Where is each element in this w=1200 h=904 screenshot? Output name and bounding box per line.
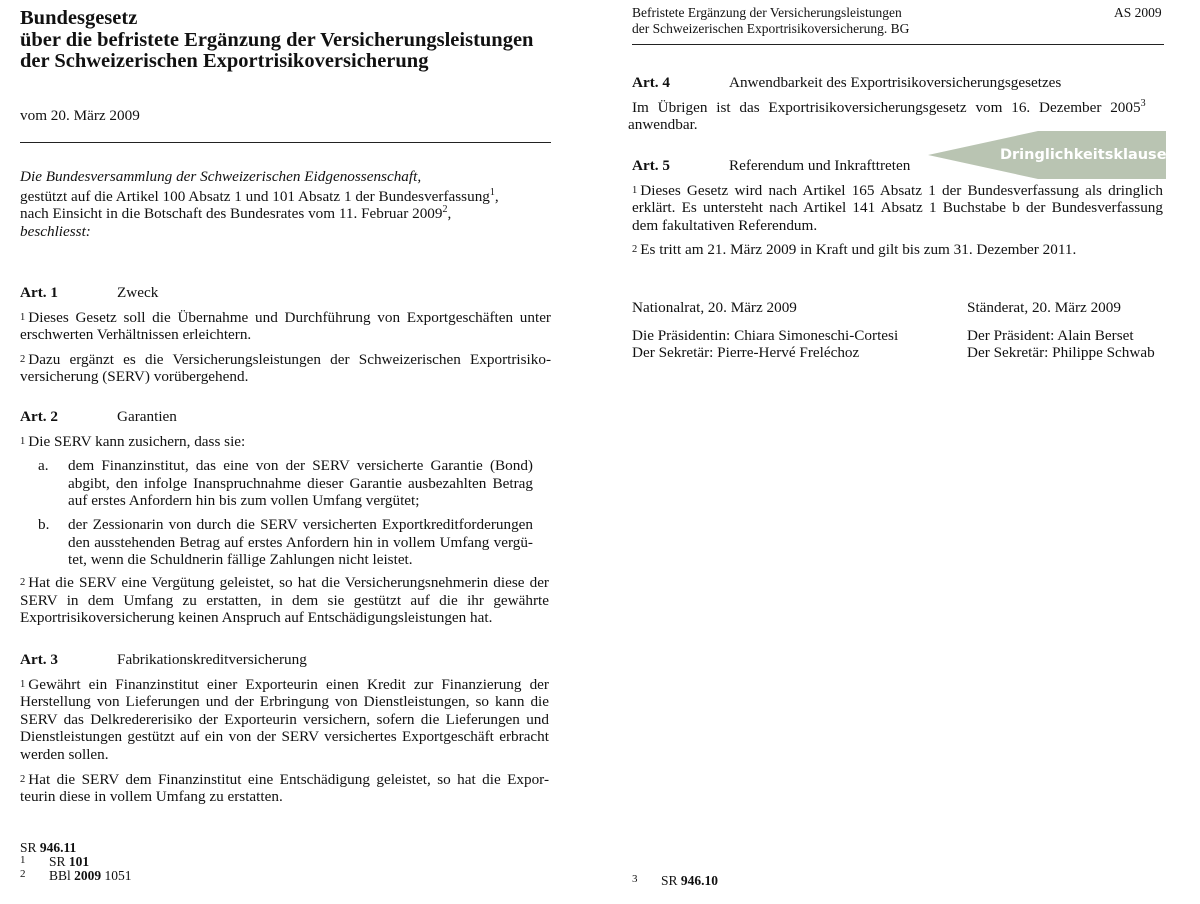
item-text: dem Finanzinstitut, das eine von der SERV versicherte Garantie (Bond) abgibt, den infolge Inanspruchnahme dieser Garantie ausbezahlten Betrag auf erstes Anfordern hin bis zum vollen Umfang vergütet; [68,457,533,510]
preamble-insight: nach Einsicht in die Botschaft des Bundesrates vom 11. Februar 2009$^2$, [20,204,452,223]
preamble-basis: gestützt auf die Artikel 100 Absatz 1 und 101 Absatz 1 der Bundesverfassung$^1$, [20,186,499,205]
header-volume: AS 2009 [1114,5,1162,20]
header-rule [632,44,1164,45]
preamble [20,168,551,240]
article-3 [20,651,549,806]
footnote-ref-3[interactable]: 3 [1140,97,1146,109]
footnote-1: 1 SR 101 [20,854,90,869]
law-title [20,8,580,73]
article-2-title: Garantien [117,408,177,425]
signature-president-right: Der Präsident: Alain Berset [967,326,1134,344]
article-5-number: Art. 5 [632,157,670,174]
callout-label: Dringlichkeitsklausel [1000,147,1172,163]
item-letter: b. [38,516,50,533]
article-1-para-1: $^1$ Dieses Gesetz soll die Übernahme und Durchführung von Exportgeschäften unter erschwerten Verhältnissen erleichtern. [20,308,551,344]
article-4 [628,74,1163,134]
article-2-para-1: $^1$ Die SERV kann zusichern, dass sie: [20,432,246,450]
title-rule [20,142,551,143]
title-line-1: Bundesgesetz [20,7,138,29]
article-2-para-2: $^2$ Hat die SERV eine Vergütung geleistet, so hat die Versicherungsnehmerin diese der SERV in dem Umfang zu erstatten, in dem sie gestützt auf die ihr gewährte Exportrisikoversicherung keinen Anspruch auf Entschädigungsleistungen hat. [20,574,549,627]
article-4-number: Art. 4 [632,74,670,91]
signature-nationalrat [632,299,932,362]
article-1 [20,284,551,386]
article-3-number: Art. 3 [20,651,58,668]
article-4-text: Im Übrigen ist das Exportrisikoversicherungsgesetz vom 16. Dezember 2005$^3$ [632,97,1146,116]
running-header [632,5,909,37]
left-footnotes [20,841,320,883]
item-letter: a. [38,457,49,474]
article-4-title: Anwendbarkeit des Exportrisikoversicherungsgesetzes [729,74,1062,91]
article-2-para-2-wrap [20,574,549,627]
article-1-para-2: $^2$ Dazu ergänzt es die Versicherungsleistungen der Schweizerischen Exportrisiko-versicherung (SERV) vorübergehend. [20,350,551,386]
signature-secretary-left: Der Sekretär: Pierre-Hervé Freléchoz [632,344,860,362]
preamble-resolves: beschliesst: [20,222,91,240]
footnote-3: 3 SR 946.10 [632,873,719,888]
article-3-para-1: $^1$ Gewährt ein Finanzinstitut einer Exporteurin einen Kredit zur Finanzierung der Herstellung von Lieferungen und der Erbringung von Dienstleistungen, so kann die SERV das Delkredererisiko der Exporteurin versichern, sofern die Lieferungen und Dienstleistungen gestützt auf ein von der SERV versichertes Exportgeschäft erbracht werden sollen. [20,675,549,763]
article-4-heading [632,74,1163,92]
law-date: vom 20. März 2009 [20,107,140,124]
title-line-3: der Schweizerischen Exportrisikoversicherung [20,50,429,72]
article-3-para-2: $^2$ Hat die SERV dem Finanzinstitut eine Entschädigung geleistet, so hat die Expor-teurin diese in vollem Umfang zu erstatten. [20,770,549,806]
article-1-title: Zweck [117,284,159,301]
preamble-assembly: Die Bundesversammlung der Schweizerischen Eidgenossenschaft, [20,168,422,185]
title-line-2: über die befristete Ergänzung der Versicherungsleistungen [20,28,534,51]
footnote-ref-2[interactable]: 2 [442,204,448,216]
article-1-number: Art. 1 [20,284,58,301]
header-line-2: der Schweizerischen Exportrisikoversicherung. BG [632,21,910,36]
article-2-heading [20,408,551,426]
signature-staenderat [967,299,1187,362]
article-3-title: Fabrikationskreditversicherung [117,651,307,668]
sr-reference: SR 946.11 [20,840,77,855]
article-5-para-1: $^1$ Dieses Gesetz wird nach Artikel 165 Absatz 1 der Bundesverfassung als dringlich erklärt. Es untersteht nach Artikel 141 Absatz 1 Buchstabe b der Bundesverfassung dem fakultativen Referendum. [632,181,1163,234]
signature-place-left: Nationalrat, 20. März 2009 [632,299,797,316]
signature-president-left: Die Präsidentin: Chiara Simoneschi-Cortesi [632,326,899,344]
footnote-ref-1[interactable]: 1 [489,186,495,198]
dringlichkeit-callout [928,131,1172,179]
item-text: der Zessionarin von durch die SERV versicherten Exportkreditforderungen den ausstehenden Betrag auf erstes Anfordern hin in vollem Umfang vergü-tet, wenn die Schuldnerin fällige Zahlungen nicht leistet. [68,516,533,569]
signature-place-right: Ständerat, 20. März 2009 [967,299,1121,316]
article-5-title: Referendum und Inkrafttreten [729,157,911,174]
header-line-1: Befristete Ergänzung der Versicherungsleistungen [632,5,902,20]
article-4-text-end: anwendbar. [628,116,698,134]
article-2 [20,408,551,450]
footnote-2: 2 BBl 2009 1051 [20,868,132,883]
article-5-para-2: $^2$ Es tritt am 21. März 2009 in Kraft und gilt bis zum 31. Dezember 2011. [632,241,1077,259]
article-3-heading [20,651,549,669]
article-2-number: Art. 2 [20,408,58,425]
signature-secretary-right: Der Sekretär: Philippe Schwab [967,344,1155,362]
article-1-heading [20,284,551,302]
